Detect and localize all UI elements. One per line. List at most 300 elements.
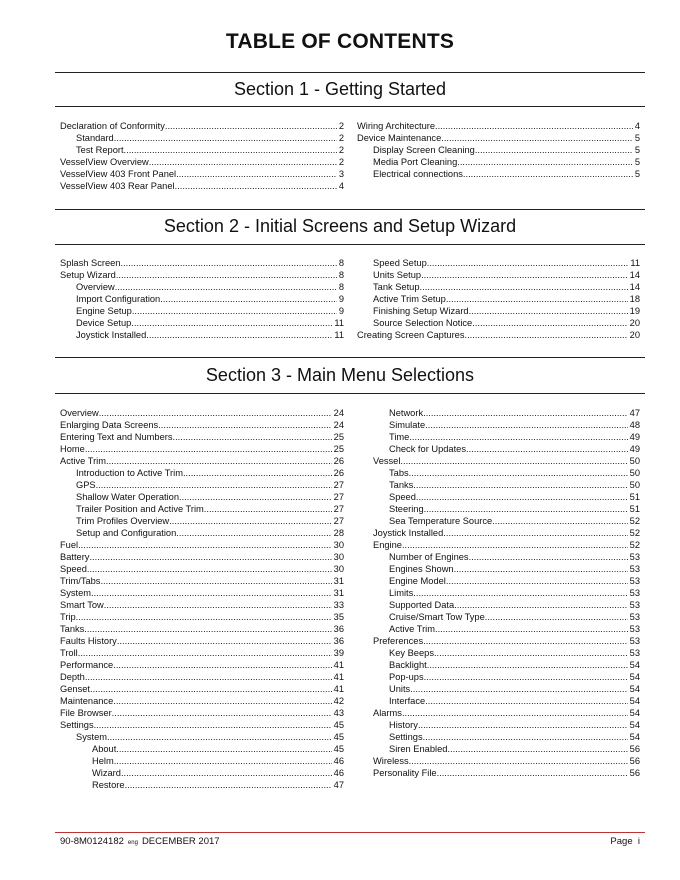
- toc-entry[interactable]: [357, 443, 640, 455]
- section-2-left-column: [60, 257, 344, 341]
- toc-entry-page: 46: [333, 756, 344, 766]
- toc-entry-page: 52: [629, 516, 640, 526]
- toc-leader-dots: [420, 281, 628, 293]
- toc-leader-dots: [176, 527, 331, 539]
- toc-entry-page: 27: [333, 492, 344, 502]
- toc-entry[interactable]: [357, 683, 640, 695]
- toc-entry-page: 46: [333, 768, 344, 778]
- toc-entry-label: Splash Screen: [60, 258, 121, 268]
- toc-leader-dots: [160, 293, 337, 305]
- toc-entry-page: 8: [338, 282, 344, 292]
- toc-entry-label: Depth: [60, 672, 85, 682]
- toc-entry-page: 5: [634, 145, 640, 155]
- toc-leader-dots: [116, 743, 331, 755]
- toc-entry-page: 50: [629, 468, 640, 478]
- page-title: TABLE OF CONTENTS: [225, 30, 455, 53]
- toc-entry[interactable]: [357, 419, 640, 431]
- toc-leader-dots: [132, 305, 337, 317]
- toc-entry[interactable]: [60, 479, 344, 491]
- toc-entry[interactable]: [60, 527, 344, 539]
- language-code: eng: [127, 840, 138, 846]
- toc-entry-page: 39: [333, 648, 344, 658]
- toc-entry-page: 27: [333, 504, 344, 514]
- toc-entry[interactable]: [357, 623, 640, 635]
- toc-entry-label: Joystick Installed: [373, 528, 444, 538]
- section-1-heading: Section 1 - Getting Started: [233, 79, 447, 99]
- toc-entry-label: Active Trim Setup: [373, 294, 446, 304]
- toc-entry-label: Active Trim: [60, 456, 106, 466]
- toc-entry-label: Overview: [60, 408, 99, 418]
- toc-entry[interactable]: [60, 455, 344, 467]
- section-3-left-column: [60, 407, 344, 791]
- toc-entry[interactable]: [357, 743, 640, 755]
- toc-entry-label: Engines Shown: [389, 564, 454, 574]
- toc-leader-dots: [427, 659, 628, 671]
- toc-entry-page: 2: [338, 133, 344, 143]
- toc-entry[interactable]: [60, 269, 344, 281]
- toc-entry-label: Siren Enabled: [389, 744, 448, 754]
- toc-entry[interactable]: [357, 563, 640, 575]
- toc-entry[interactable]: [357, 329, 640, 341]
- toc-entry[interactable]: [60, 671, 344, 683]
- toc-entry[interactable]: [357, 156, 640, 168]
- toc-entry[interactable]: [60, 419, 344, 431]
- toc-entry-page: 47: [333, 780, 344, 790]
- toc-entry[interactable]: [357, 317, 640, 329]
- toc-entry-page: 27: [333, 480, 344, 490]
- toc-entry-page: 25: [333, 432, 344, 442]
- toc-entry-label: File Browser: [60, 708, 112, 718]
- toc-entry-page: 36: [333, 624, 344, 634]
- toc-entry[interactable]: [357, 695, 640, 707]
- toc-entry-page: 53: [629, 648, 640, 658]
- toc-entry[interactable]: [357, 707, 640, 719]
- toc-entry[interactable]: [357, 503, 640, 515]
- section-2-bottom-rule: [55, 244, 645, 245]
- toc-entry-page: 47: [629, 408, 640, 418]
- toc-leader-dots: [485, 611, 628, 623]
- toc-leader-dots: [413, 479, 627, 491]
- toc-entry[interactable]: [357, 281, 640, 293]
- toc-entry-page: 5: [634, 169, 640, 179]
- toc-leader-dots: [78, 539, 332, 551]
- section-1-top-rule: [55, 72, 645, 73]
- toc-entry-label: About: [92, 744, 117, 754]
- toc-entry-label: Units Setup: [373, 270, 422, 280]
- toc-leader-dots: [113, 695, 331, 707]
- toc-entry[interactable]: [60, 587, 344, 599]
- toc-entry[interactable]: [60, 503, 344, 515]
- toc-entry[interactable]: [357, 515, 640, 527]
- toc-entry[interactable]: [60, 281, 344, 293]
- toc-entry-label: Cruise/Smart Tow Type: [389, 612, 485, 622]
- toc-entry-page: 8: [338, 270, 344, 280]
- toc-entry-label: Check for Updates: [389, 444, 466, 454]
- toc-entry-label: Alarms: [373, 708, 402, 718]
- footer-left: [60, 836, 220, 847]
- toc-entry[interactable]: [357, 599, 640, 611]
- toc-entry[interactable]: [357, 305, 640, 317]
- toc-leader-dots: [121, 767, 332, 779]
- toc-entry[interactable]: [357, 587, 640, 599]
- toc-entry-label: Declaration of Conformity: [60, 121, 165, 131]
- toc-entry-label: VesselView 403 Front Panel: [60, 169, 177, 179]
- toc-entry-page: 42: [333, 696, 344, 706]
- toc-leader-dots: [100, 575, 331, 587]
- toc-entry-page: 56: [629, 768, 640, 778]
- toc-entry-page: 24: [333, 420, 344, 430]
- toc-entry[interactable]: [357, 144, 640, 156]
- toc-entry-label: Wireless: [373, 756, 409, 766]
- toc-entry[interactable]: [60, 767, 344, 779]
- toc-leader-dots: [183, 467, 332, 479]
- toc-leader-dots: [466, 443, 628, 455]
- toc-entry-page: 54: [629, 660, 640, 670]
- toc-leader-dots: [76, 611, 332, 623]
- toc-entry[interactable]: [357, 767, 640, 779]
- toc-entry[interactable]: [357, 257, 640, 269]
- toc-entry[interactable]: [357, 132, 640, 144]
- toc-entry-page: 9: [338, 306, 344, 316]
- toc-leader-dots: [423, 731, 628, 743]
- toc-leader-dots: [402, 539, 628, 551]
- toc-leader-dots: [469, 305, 628, 317]
- toc-entry-label: Finishing Setup Wizard: [373, 306, 469, 316]
- toc-entry[interactable]: [357, 575, 640, 587]
- toc-entry-label: Tabs: [389, 468, 409, 478]
- toc-leader-dots: [409, 467, 628, 479]
- toc-entry-label: Troll: [60, 648, 78, 658]
- toc-entry-label: Electrical connections: [373, 169, 463, 179]
- toc-entry-label: Key Beeps: [389, 648, 434, 658]
- toc-leader-dots: [131, 317, 332, 329]
- toc-leader-dots: [106, 455, 332, 467]
- toc-entry[interactable]: [60, 563, 344, 575]
- toc-leader-dots: [114, 755, 332, 767]
- toc-leader-dots: [125, 779, 332, 791]
- toc-leader-dots: [400, 455, 627, 467]
- toc-entry[interactable]: [60, 779, 344, 791]
- toc-leader-dots: [114, 132, 337, 144]
- toc-entry-label: Genset: [60, 684, 90, 694]
- toc-entry[interactable]: [60, 719, 344, 731]
- toc-entry[interactable]: [357, 120, 640, 132]
- toc-entry-label: Supported Data: [389, 600, 455, 610]
- toc-entry-label: Fuel: [60, 540, 79, 550]
- toc-entry[interactable]: [60, 731, 344, 743]
- toc-entry-page: 41: [333, 684, 344, 694]
- toc-entry-label: VesselView Overview: [60, 157, 149, 167]
- toc-entry-label: Battery: [60, 552, 90, 562]
- toc-entry[interactable]: [60, 599, 344, 611]
- toc-entry[interactable]: [357, 431, 640, 443]
- toc-leader-dots: [457, 156, 633, 168]
- toc-entry[interactable]: [60, 575, 344, 587]
- toc-leader-dots: [421, 269, 628, 281]
- toc-leader-dots: [423, 407, 628, 419]
- toc-entry-label: Settings: [389, 732, 423, 742]
- toc-entry-label: Speed: [389, 492, 416, 502]
- toc-entry[interactable]: [60, 293, 344, 305]
- toc-leader-dots: [116, 269, 337, 281]
- toc-entry[interactable]: [60, 257, 344, 269]
- toc-entry-label: Enlarging Data Screens: [60, 420, 159, 430]
- toc-entry[interactable]: [357, 293, 640, 305]
- toc-entry-page: 14: [629, 282, 640, 292]
- toc-entry-page: 31: [333, 588, 344, 598]
- toc-entry-label: System: [76, 732, 107, 742]
- toc-entry[interactable]: [60, 743, 344, 755]
- toc-entry-label: Trailer Position and Active Trim: [76, 504, 204, 514]
- toc-entry[interactable]: [60, 491, 344, 503]
- toc-entry-label: Settings: [60, 720, 94, 730]
- toc-leader-dots: [469, 551, 628, 563]
- toc-leader-dots: [472, 317, 627, 329]
- toc-leader-dots: [413, 587, 627, 599]
- toc-entry-label: Home: [60, 444, 85, 454]
- toc-entry-page: 50: [629, 480, 640, 490]
- toc-leader-dots: [175, 180, 337, 192]
- toc-entry-label: Time: [389, 432, 410, 442]
- toc-leader-dots: [409, 431, 627, 443]
- toc-entry-label: Preferences: [373, 636, 424, 646]
- toc-leader-dots: [84, 623, 331, 635]
- section-3-bottom-rule: [55, 393, 645, 394]
- toc-leader-dots: [104, 599, 332, 611]
- toc-entry-label: Performance: [60, 660, 114, 670]
- toc-entry[interactable]: [357, 479, 640, 491]
- toc-entry-label: Wiring Architecture: [357, 121, 436, 131]
- toc-entry-label: History: [389, 720, 418, 730]
- toc-entry[interactable]: [60, 635, 344, 647]
- doc-date: DECEMBER 2017: [141, 836, 220, 847]
- toc-entry[interactable]: [60, 467, 344, 479]
- toc-entry[interactable]: [60, 156, 344, 168]
- toc-entry[interactable]: [60, 329, 344, 341]
- toc-entry-label: Simulate: [389, 420, 426, 430]
- toc-entry-page: 14: [629, 270, 640, 280]
- toc-leader-dots: [402, 707, 628, 719]
- toc-entry[interactable]: [357, 551, 640, 563]
- toc-entry-label: Speed: [60, 564, 87, 574]
- toc-entry-page: 26: [333, 468, 344, 478]
- toc-entry[interactable]: [60, 647, 344, 659]
- toc-entry[interactable]: [60, 317, 344, 329]
- toc-leader-dots: [169, 515, 332, 527]
- toc-entry[interactable]: [60, 755, 344, 767]
- toc-entry-label: Trim Profiles Overview: [76, 516, 170, 526]
- toc-entry-label: Overview: [76, 282, 115, 292]
- toc-entry-label: System: [60, 588, 91, 598]
- toc-entry[interactable]: [60, 180, 344, 192]
- toc-entry-page: 18: [629, 294, 640, 304]
- toc-entry-label: Interface: [389, 696, 426, 706]
- toc-entry-page: 51: [629, 504, 640, 514]
- toc-leader-dots: [112, 707, 332, 719]
- toc-leader-dots: [96, 479, 332, 491]
- toc-entry-label: Source Selection Notice: [373, 318, 473, 328]
- toc-leader-dots: [463, 168, 633, 180]
- toc-entry-label: Trip: [60, 612, 76, 622]
- toc-entry[interactable]: [60, 683, 344, 695]
- toc-entry-label: Standard: [76, 133, 114, 143]
- toc-entry-page: 35: [333, 612, 344, 622]
- toc-entry-label: Maintenance: [60, 696, 114, 706]
- toc-entry[interactable]: [357, 269, 640, 281]
- toc-leader-dots: [425, 695, 627, 707]
- toc-entry-label: Units: [389, 684, 411, 694]
- toc-entry-page: 41: [333, 672, 344, 682]
- toc-entry-page: 45: [333, 720, 344, 730]
- toc-entry[interactable]: [357, 659, 640, 671]
- toc-entry-page: 52: [629, 528, 640, 538]
- toc-leader-dots: [120, 257, 336, 269]
- toc-entry[interactable]: [357, 527, 640, 539]
- toc-entry[interactable]: [357, 455, 640, 467]
- toc-entry-label: Media Port Cleaning: [373, 157, 458, 167]
- toc-entry-page: 31: [333, 576, 344, 586]
- toc-entry-label: Limits: [389, 588, 414, 598]
- toc-leader-dots: [443, 527, 627, 539]
- toc-entry-page: 5: [634, 157, 640, 167]
- toc-entry-page: 48: [629, 420, 640, 430]
- toc-leader-dots: [94, 719, 332, 731]
- toc-entry[interactable]: [60, 551, 344, 563]
- toc-leader-dots: [475, 144, 633, 156]
- section-2-heading: Section 2 - Initial Screens and Setup Wizard: [163, 216, 517, 236]
- section-3-top-rule: [55, 357, 645, 358]
- toc-entry-label: Faults History: [60, 636, 117, 646]
- toc-entry-label: Import Configuration: [76, 294, 161, 304]
- toc-leader-dots: [441, 132, 633, 144]
- toc-entry-page: 36: [333, 636, 344, 646]
- section-2-top-rule: [55, 209, 645, 210]
- toc-entry-page: 5: [634, 133, 640, 143]
- toc-entry[interactable]: [357, 647, 640, 659]
- toc-entry-label: Tank Setup: [373, 282, 420, 292]
- toc-leader-dots: [176, 168, 337, 180]
- toc-entry[interactable]: [60, 623, 344, 635]
- toc-entry[interactable]: [357, 671, 640, 683]
- toc-entry-label: Engine Setup: [76, 306, 132, 316]
- toc-entry-page: 53: [629, 552, 640, 562]
- toc-entry-label: Setup and Configuration: [76, 528, 177, 538]
- toc-entry-label: Helm: [92, 756, 114, 766]
- toc-entry[interactable]: [60, 539, 344, 551]
- toc-leader-dots: [149, 156, 337, 168]
- toc-entry-label: VesselView 403 Rear Panel: [60, 181, 175, 191]
- toc-entry-page: 50: [629, 456, 640, 466]
- toc-entry[interactable]: [357, 731, 640, 743]
- toc-entry-label: Wizard: [92, 768, 121, 778]
- toc-leader-dots: [204, 503, 332, 515]
- toc-entry-label: Pop-ups: [389, 672, 424, 682]
- toc-leader-dots: [465, 329, 628, 341]
- toc-entry-page: 51: [629, 492, 640, 502]
- toc-entry[interactable]: [60, 407, 344, 419]
- toc-entry-page: 54: [629, 720, 640, 730]
- toc-entry-page: 54: [629, 696, 640, 706]
- toc-entry[interactable]: [60, 695, 344, 707]
- toc-entry[interactable]: [60, 305, 344, 317]
- toc-entry[interactable]: [60, 707, 344, 719]
- toc-entry[interactable]: [357, 719, 640, 731]
- toc-entry-page: 33: [333, 600, 344, 610]
- toc-leader-dots: [446, 293, 628, 305]
- toc-leader-dots: [492, 515, 627, 527]
- toc-entry-page: 43: [333, 708, 344, 718]
- toc-entry[interactable]: [60, 431, 344, 443]
- toc-entry[interactable]: [357, 539, 640, 551]
- toc-entry-page: 2: [338, 157, 344, 167]
- toc-entry[interactable]: [357, 168, 640, 180]
- toc-leader-dots: [425, 419, 627, 431]
- toc-entry-label: Tanks: [389, 480, 414, 490]
- toc-entry-label: Steering: [389, 504, 424, 514]
- toc-entry-page: 28: [333, 528, 344, 538]
- toc-entry[interactable]: [60, 515, 344, 527]
- footer-rule: [55, 832, 645, 833]
- toc-leader-dots: [165, 120, 337, 132]
- toc-entry[interactable]: [60, 443, 344, 455]
- section-2-right-column: [357, 257, 640, 341]
- toc-entry[interactable]: [357, 407, 640, 419]
- toc-leader-dots: [172, 431, 331, 443]
- toc-leader-dots: [115, 281, 337, 293]
- toc-entry[interactable]: [357, 755, 640, 767]
- toc-leader-dots: [85, 443, 332, 455]
- toc-entry-page: 3: [338, 169, 344, 179]
- toc-entry-label: Creating Screen Captures: [357, 330, 465, 340]
- toc-entry-label: Personality File: [373, 768, 437, 778]
- toc-entry[interactable]: [60, 132, 344, 144]
- toc-entry[interactable]: [357, 635, 640, 647]
- toc-entry[interactable]: [357, 491, 640, 503]
- toc-entry-label: Shallow Water Operation: [76, 492, 180, 502]
- toc-entry[interactable]: [357, 467, 640, 479]
- toc-entry-page: 24: [333, 408, 344, 418]
- toc-entry-page: 49: [629, 432, 640, 442]
- toc-entry-page: 30: [333, 552, 344, 562]
- toc-entry-label: GPS: [76, 480, 96, 490]
- toc-leader-dots: [447, 743, 627, 755]
- toc-entry-page: 45: [333, 744, 344, 754]
- toc-entry-page: 54: [629, 708, 640, 718]
- toc-leader-dots: [124, 144, 337, 156]
- toc-entry-page: 53: [629, 600, 640, 610]
- toc-entry[interactable]: [60, 168, 344, 180]
- toc-entry-page: 30: [333, 540, 344, 550]
- toc-entry-page: 11: [630, 258, 640, 268]
- toc-entry-page: 11: [334, 318, 344, 328]
- toc-entry[interactable]: [357, 611, 640, 623]
- toc-entry-page: 53: [629, 564, 640, 574]
- toc-leader-dots: [78, 647, 332, 659]
- toc-entry-label: Engine: [373, 540, 402, 550]
- toc-entry-page: 54: [629, 732, 640, 742]
- toc-leader-dots: [437, 767, 628, 779]
- toc-entry-page: 2: [338, 145, 344, 155]
- toc-leader-dots: [179, 491, 332, 503]
- toc-entry-label: Active Trim: [389, 624, 435, 634]
- toc-leader-dots: [435, 623, 628, 635]
- toc-entry[interactable]: [60, 611, 344, 623]
- toc-entry[interactable]: [60, 659, 344, 671]
- toc-entry[interactable]: [60, 144, 344, 156]
- toc-entry-page: 53: [629, 576, 640, 586]
- toc-entry[interactable]: [60, 120, 344, 132]
- toc-leader-dots: [146, 329, 332, 341]
